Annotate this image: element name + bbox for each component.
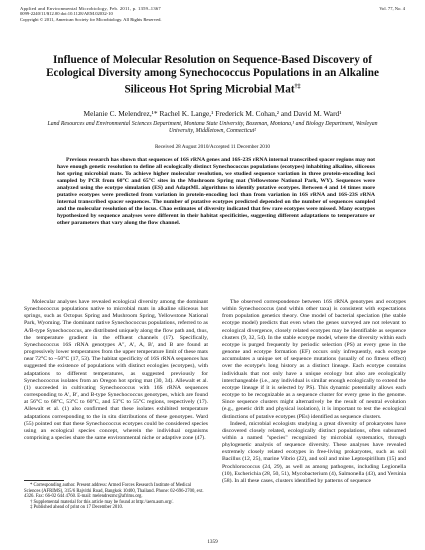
affiliations: Land Resources and Environmental Sciences Department, Montana State University, Bozeman, Montana,¹ and Biology Department, Wesleyan University, Middletown, Connecticut² [47, 121, 378, 134]
author-list: Melanie C. Melendrez,¹* Rachel K. Lange,¹ Frederick M. Cohan,² and David M. Ward¹ [83, 109, 342, 118]
body-column-left [24, 299, 208, 442]
received-dates: Received 28 August 2010/Accepted 11 December 2010 [154, 144, 271, 150]
article-title [30, 54, 395, 97]
journal-citation: Applied and Environmental Microbiology, Feb. 2011, p. 1359–1367 [20, 6, 161, 11]
abstract: Previous research has shown that sequences of 16S rRNA genes and 16S-23S rRNA internal transcribed spacer regions may not have enough genetic resolution to define all ecologically distinct Synechococcus populations (ecotypes) inhabiting alkaline, siliceous hot spring microbial mats. To achieve higher molecular resolution, we studied sequence variation in three protein-encoding loci sampled by PCR from 60°C and 65°C sites in the Mushroom Spring mat (Yellowstone National Park, WY). Sequences were analyzed using the ecotype simulation (ES) and AdaptML algorithms to identify putative ecotypes. Between 4 and 14 times more putative ecotypes were predicted from variation in protein-encoding loci than from variation in 16S rRNA and 16S-23S rRNA internal transcribed spacer sequences. The number of putative ecotypes predicted depended on the number of sequences sampled and the molecular resolution of the locus. Chao estimates of diversity indicated that few rare ecotypes were missed. Many ecotypes hypothesized by sequence analyses were different in their habitat specificities, suggesting different adaptations to temperature or other parameters that vary along the flow channel. [57, 157, 375, 227]
footnote-corresponding-author: * Corresponding author. Present address: Armed Forces Research Institute of Medical Sciences (AFRIMS), 315/6 Rajvithi Road, Bangkok 10400, Thailand. Phone: 02-696-2700, ext. 4326. Fax: 66-02 644 4760. E-mail: melendrezmc@afrims.org. [24, 483, 204, 500]
footnote-divider [24, 480, 64, 481]
footnote-supplemental: † Supplemental material for this article may be found at http://aem.asm.org/. [30, 499, 174, 505]
body-paragraph: Indeed, microbial ecologists studying a great diversity of prokaryotes have discovered closely related, ecologically distinct populations, often subsumed within a named "species" recognized by microbial systematics, through phylogenetic analysis of sequence diversity. These analyses have revealed extremely closely related ecotypes in free-living prokaryotes, such as soil Bacillus (12, 25), marine Vibrio (22), and soil and mine Leptospirillum (15) and Prochlorococcus (24, 29), as well as among pathogens, including Legionella (10), Escherichia (28, 50, 51), Mycobacterium (4), Salmonella (43), and Yersinia (58). In all these cases, clusters identified by patterns of sequence [222, 420, 407, 484]
article-title-text: Influence of Molecular Resolution on Sequence-Based Discovery of Ecological Diversity among Synechococcus Populations in an Alkaline Siliceous Hot Spring Microbial Mat [46, 54, 379, 96]
title-footnote-mark: †‡ [294, 83, 301, 90]
footnotes [24, 483, 208, 511]
volume-label: Vol. 77, No. 4 [379, 6, 405, 11]
issn-doi: 0099-2240/11/$12.00 doi:10.1128/AEM.02032-10 [20, 11, 113, 17]
body-paragraph: Molecular analyses have revealed ecological diversity among the dominant Synechococcus populations native to microbial mats in alkaline siliceous hot springs, such as Octopus Spring and Mushroom Spring, Yellowstone National Park, Wyoming. The dominant native Synechococcus populations, referred to as A/B-type Synechococcus, are distributed uniquely along the flow path and, thus, the temperature gradient in the effluent channels (17). Specifically, Synechococcus 16S rRNA genotypes A″, A′, A, B′, and B are found at progressively lower temperatures from the upper temperature limit of these mats near 72°C to ~50°C (17, 53). The habitat specificity of 16S rRNA sequences has suggested the existence of populations with distinct ecologies (ecotypes), with adaptations to different temperatures, as suggested previously for Synechococcus isolates from an Oregon hot spring mat (30, 34). Allewalt et al. (1) succeeded in cultivating Synechococcus with 16S rRNA sequences corresponding to A′, B′, and B-type Synechococcus genotypes, which are found at 56°C to 68°C, 53°C to 60°C, and 53°C to 55°C regions, respectively (17). Allewalt et al. (1) also confirmed that these isolates exhibited temperature adaptations corresponding to the in situ distributions of these genotypes. Ward (55) pointed out that these Synechococcus ecotypes could be considered species using an ecological species concept, wherein the individual organisms comprising a species share the same environmental niche or adaptive zone (47). [24, 299, 208, 441]
journal-header [20, 6, 162, 22]
footnote-published: ‡ Published ahead of print on 17 December 2010. [30, 505, 124, 511]
body-paragraph: The observed correspondence between 16S rRNA genotypes and ecotypes within Synechococcus (and within other taxa) is consistent with expectations from population genetics theory. One model of bacterial speciation (the stable ecotype model) predicts that even when the genes surveyed are not relevant to ecological divergence, closely related ecotypes may be identifiable as sequence clusters (9, 32, 54). In the stable ecotype model, where the diversity within each ecotype is purged frequently by periodic selection (PS) at every gene in the genome and ecotype formation (EF) occurs only infrequently, each ecotype accumulates a unique set of sequence mutations (usually of no fitness effect) over the ecotype's long history as a distinct lineage. Each ecotype contains individuals that not only have a unique ecology but also are ecologically interchangeable (i.e., any individual is similar enough ecologically to extend the ecotype lineage if it is selected by PS). This dynamic potentially allows each ecotype to be recognizable as a sequence cluster for every gene in the genome. Since sequence clusters might alternatively be the result of neutral evolution (e.g., genetic drift and physical isolation), it is important to test the ecological distinctions of putative ecotypes (PEs) identified as sequence clusters. [222, 299, 406, 420]
body-column-right [222, 299, 406, 485]
copyright-line: Copyright © 2011, American Society for Microbiology. All Rights Reserved. [20, 16, 162, 22]
page-number: 1359 [207, 539, 218, 545]
